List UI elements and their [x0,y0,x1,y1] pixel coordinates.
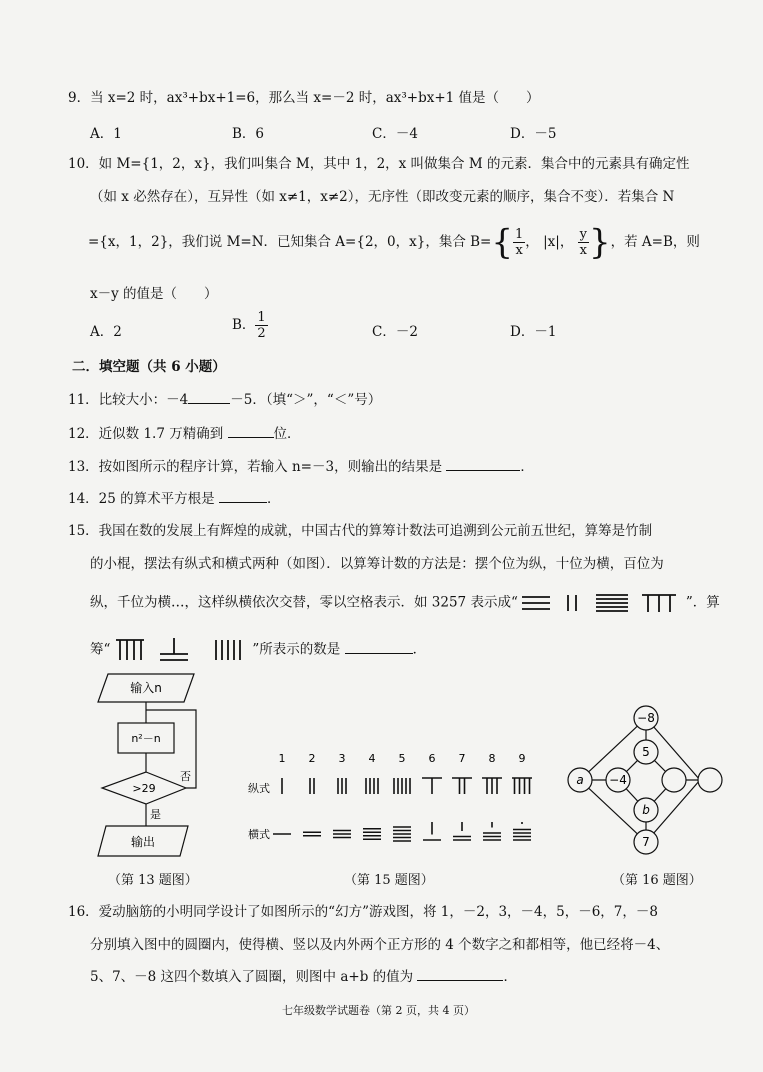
rod-5-vertical [216,640,240,660]
digit-header-5: 5 [398,752,406,765]
set-fraction-2 [578,227,589,258]
vertical-rod-6 [422,778,442,794]
q10-line1: 10．如 M={1，2，x}，我们叫集合 M，其中 1，2，x 叫做集合 M 的元素．集合中的元素具有确定性 [68,156,690,172]
left-brace: { [491,222,514,263]
set-fraction-1 [513,227,525,258]
rod-8-vertical [116,640,144,660]
digit-header-8: 8 [488,752,496,765]
figure-16-caption: （第 16 题图） [612,873,702,888]
q10-option-b [232,310,268,341]
figure-16-magic-square [560,702,730,862]
q16-line3 [90,968,517,986]
value-outer-left: a [576,773,584,787]
q11-blank [188,391,230,404]
rod-5-horizontal [596,595,628,611]
flow-condition-label: >29 [132,782,156,795]
horizontal-rod-9 [513,822,531,840]
digit-header-2: 2 [308,752,316,765]
q15-line4-text-b: ”所表示的数是 [252,641,341,658]
q12-text-a: 12．近似数 1.7 万精确到 [68,426,224,442]
vertical-rod-8 [482,778,502,794]
frac1-den: x [515,243,523,258]
row-label-horizontal: 横式 [248,828,270,841]
value-inner-top: 5 [642,745,650,759]
section-heading: 二．填空题（共 6 小题） [72,359,226,375]
horizontal-rod-3 [333,831,351,838]
frac2-num: y [579,227,587,242]
vertical-rod-9 [512,778,532,794]
q14-text-a: 14．25 的算术平方根是 [68,491,215,507]
q10-line3: ={x，1，2}，我们说 M=N．已知集合 A={2，0，x}，集合 B={ $\frac{1}{x}$ ， |x|， $\frac{y}{x}$ }，若 A=B，则 [88,222,700,263]
q13-text-a: 13．按如图所示的程序计算，若输入 n=－3，则输出的结果是 [68,459,443,475]
q15-line4-text-a: 筹“ [90,641,111,658]
q14-text-b: ． [266,491,281,507]
q16-line2: 分别填入图中的圆圈内，使得横、竖以及内外两个正方形的 4 个数字之和都相等，他已经将－4、 [90,937,670,953]
flow-process-label: n²－n [131,732,161,745]
flow-output-label: 输出 [130,835,156,849]
q15-line1: 15．我国在数的发展上有辉煌的成就，中国古代的算筹计数法可追溯到公元前五世纪，算筹是竹制 [68,523,653,539]
digit-header-1: 1 [278,752,286,765]
q13-blank [446,458,520,471]
q12-blank [228,425,274,438]
digit-header-3: 3 [338,752,346,765]
q15-blank [345,641,413,654]
rod-3-horizontal [522,597,550,609]
q14 [68,490,280,508]
digit-header-9: 9 [518,752,526,765]
q16-line1: 16．爱动脑筋的小明同学设计了如图所示的“幻方”游戏图，将 1，－2，3，－4，5，－6，7，－8 [68,904,658,920]
figure-15-rod-numerals [240,748,540,848]
rod-numeral-question [110,636,252,664]
q10-option-b-frac [255,310,267,341]
q13 [68,458,534,476]
optb-den: 2 [257,326,266,341]
q10-line4: x－y 的值是（ ） [90,286,218,302]
value-bottom: 7 [642,835,650,849]
q14-blank [219,490,267,503]
q16-blank [417,968,503,981]
q12 [68,425,301,443]
q11 [68,391,381,409]
right-brace: } [588,222,611,263]
value-top: −8 [637,711,655,725]
vertical-rod-5 [394,778,410,794]
circle-inner-right [662,768,686,792]
flow-yes-label: 是 [150,808,161,821]
digit-header-6: 6 [428,752,436,765]
rod-numeral-3257 [518,592,686,614]
vertical-rod-3 [338,778,346,794]
q15-line3-end: ”．算 [685,594,720,611]
q9-option-d: D．－5 [510,126,557,142]
horizontal-rod-5 [393,827,411,841]
value-inner-left: −4 [609,773,627,787]
q9-option-c: C．－4 [372,126,418,142]
vertical-rod-2 [310,778,314,794]
rod-7-vertical [642,595,676,612]
rod-6-horizontal [160,638,188,660]
q10-option-a: A．2 [90,324,122,340]
digit-header-4: 4 [368,752,376,765]
optb-num: 1 [257,310,266,325]
q16-line3-text: 5、7、－8 这四个数填入了圆圈，则图中 a+b 的值为 [90,969,414,985]
q9-option-b: B．6 [232,126,265,142]
q15-line4-end: ． [412,641,427,658]
circle-outer-right [698,768,722,792]
row-label-vertical: 纵式 [248,782,270,795]
q10-option-b-label: B． [232,317,256,333]
vertical-rod-7 [452,778,472,794]
vertical-rod-4 [366,778,378,794]
q10-option-c: C．－2 [372,324,418,340]
frac2-den: x [579,243,587,258]
figure-13-flowchart [90,668,205,863]
figure-13-caption: （第 13 题图） [108,873,198,888]
value-inner-bottom: b [642,803,650,817]
horizontal-rod-7 [453,822,471,840]
q15-line3-text: 纵，千位为横…，这样纵横依次交替，零以空格表示．如 3257 表示成“ [90,594,518,611]
flow-input-label: 输入n [130,681,162,695]
horizontal-rod-2 [303,832,321,836]
q9-option-a: A．1 [90,126,122,142]
horizontal-rod-8 [483,822,501,840]
set-abs: |x| [543,234,560,250]
q10-line2: （如 x 必然存在），互异性（如 x≠1，x≠2），无序性（即改变元素的顺序，集合不变）．若集合 N [90,189,675,205]
q11-text-a: 11．比较大小：－4 [68,392,189,408]
figure-15-caption: （第 15 题图） [344,873,434,888]
q10-line3-text: ={x，1，2}，我们说 M=N．已知集合 A={2，0，x}，集合 B= [88,234,492,250]
q15-line2: 的小棍，摆法有纵式和横式两种（如图）．以算筹计数的方法是：摆个位为纵，十位为横，百位为 [90,556,664,572]
q9-stem: 9．当 x=2 时，ax³+bx+1=6，那么当 x=－2 时，ax³+bx+1 值是（ ） [68,90,540,106]
digit-header-7: 7 [458,752,466,765]
q10-line3-end: ，若 A=B，则 [610,234,700,250]
frac1-num: 1 [515,227,524,242]
page-footer: 七年级数学试题卷（第 2 页，共 4 页） [282,1004,475,1017]
q16-line3-end: ． [503,969,517,985]
q15-line4 [90,636,426,664]
q12-text-b: 位． [273,426,301,442]
horizontal-rod-6 [423,822,441,840]
q11-text-b: －5．（填“＞”，“＜”号） [230,392,382,408]
q13-text-b: ． [520,459,534,475]
rod-2-vertical [568,595,576,611]
q10-option-d: D．－1 [510,324,557,340]
horizontal-rod-4 [363,829,381,840]
q15-line3 [90,592,720,614]
flow-no-label: 否 [180,770,191,783]
